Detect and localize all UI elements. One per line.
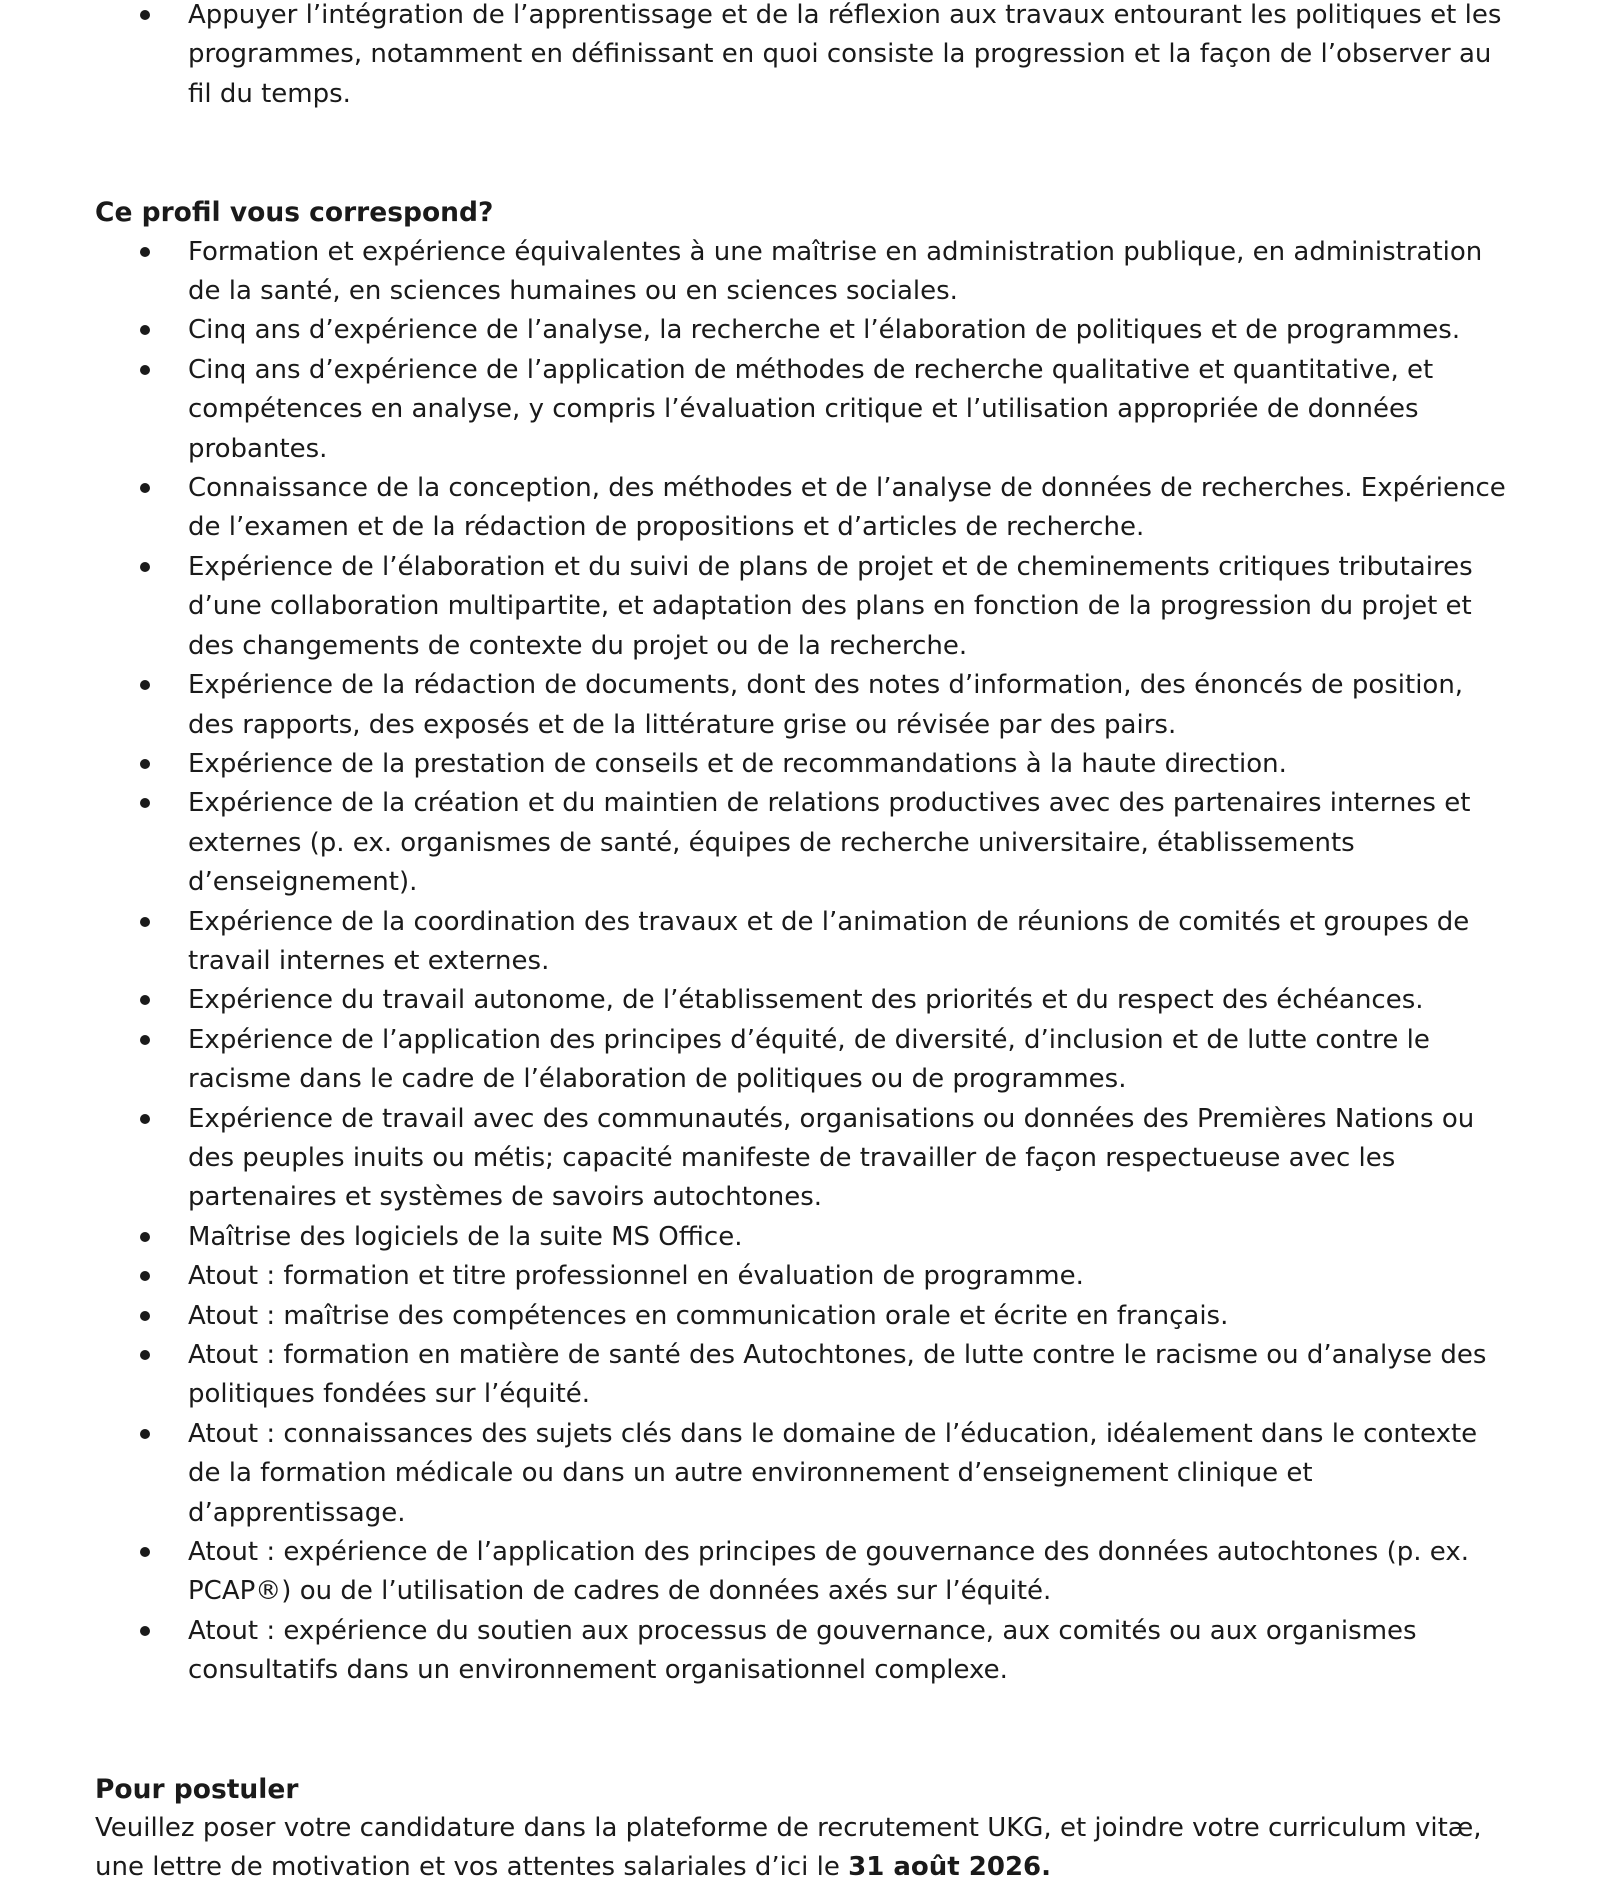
- list-item: [0, 311, 1600, 350]
- list-item-text: Atout : formation en matière de santé des Autochtones, de lutte contre le racisme ou d’analyse des politiques fondées sur l’équité.: [188, 1340, 1487, 1410]
- list-item-text: Atout : connaissances des sujets clés dans le domaine de l’éducation, idéalement dans le contexte de la formation médicale ou dans un autre environnement d’enseignement clinique et d’apprentissage.: [188, 1418, 1478, 1528]
- list-item: [0, 1021, 1600, 1100]
- list-item: [0, 666, 1600, 745]
- list-item-text: Atout : expérience de l’application des principes de gouvernance des données autochtones (p. ex. PCAP®) ou de l’utilisation de cadres de données axés sur l’équité.: [188, 1537, 1469, 1607]
- list-item: [0, 548, 1600, 666]
- list-item: [0, 1257, 1600, 1296]
- bullet-icon: [140, 1429, 150, 1439]
- bullet-icon: [140, 680, 150, 690]
- list-item-text: Maîtrise des logiciels de la suite MS Office.: [188, 1221, 743, 1252]
- list-item: [0, 351, 1600, 469]
- list-item-text: Appuyer l’intégration de l’apprentissage et de la réflexion aux travaux entourant les politiques et les programmes, notamment en définissant en quoi consiste la progression et la façon de l’observer au fil du temps.: [188, 0, 1502, 109]
- list-item: [0, 0, 1600, 114]
- list-item: [0, 1297, 1600, 1336]
- bullet-icon: [140, 917, 150, 927]
- bullet-icon: [140, 325, 150, 335]
- list-item-text: Formation et expérience équivalentes à une maîtrise en administration publique, en administration de la santé, en sciences humaines ou en sciences sociales.: [188, 236, 1483, 307]
- list-item-text: Connaissance de la conception, des méthodes et de l’analyse de données de recherches. Expérience de l’examen et de la rédaction de propositions et d’articles de recherche.: [188, 473, 1506, 543]
- section-heading-apply: Pour postuler: [95, 1773, 299, 1805]
- bullet-icon: [140, 247, 150, 257]
- list-item: [0, 1533, 1600, 1612]
- bullet-icon: [140, 10, 150, 20]
- bullet-icon: [140, 1311, 150, 1321]
- bullet-icon: [140, 562, 150, 572]
- bullet-icon: [140, 1350, 150, 1360]
- list-item: [0, 233, 1600, 312]
- bullet-icon: [140, 1232, 150, 1242]
- bullet-icon: [140, 1114, 150, 1124]
- profile-bullet-list: [0, 233, 1600, 1691]
- list-item: [0, 981, 1600, 1020]
- bullet-icon: [140, 1271, 150, 1281]
- list-item: [0, 469, 1600, 548]
- list-item-text: Expérience de la rédaction de documents, dont des notes d’information, des énoncés de position, des rapports, des exposés et de la littérature grise ou révisée par des pairs.: [188, 670, 1464, 740]
- bullet-icon: [140, 995, 150, 1005]
- apply-end: .: [1041, 1852, 1052, 1883]
- bullet-icon: [140, 759, 150, 769]
- section-heading-profile: Ce profil vous correspond?: [95, 197, 494, 229]
- list-item-text: Expérience de travail avec des communautés, organisations ou données des Premières Nations ou des peuples inuits ou métis; capacité manifeste de travailler de façon respectueuse avec les partenaires et systèmes de savoirs autochtones.: [188, 1103, 1475, 1213]
- apply-deadline: 31 août 2026: [848, 1852, 1042, 1883]
- list-item-text: Cinq ans d’expérience de l’application de méthodes de recherche qualitative et quantitative, et compétences en analyse, y compris l’évaluation critique et l’utilisation appropriée de données probantes.: [188, 354, 1434, 464]
- list-item-text: Atout : formation et titre professionnel en évaluation de programme.: [188, 1261, 1084, 1292]
- list-item-text: Expérience de l’application des principes d’équité, de diversité, d’inclusion et de lutte contre le racisme dans le cadre de l’élaboration de politiques ou de programmes.: [188, 1024, 1430, 1095]
- list-item-text: Expérience de la prestation de conseils et de recommandations à la haute direction.: [188, 748, 1287, 779]
- apply-paragraph: [0, 1809, 1600, 1888]
- list-item-text: Cinq ans d’expérience de l’analyse, la recherche et l’élaboration de politiques et de programmes.: [188, 315, 1461, 346]
- list-item: [0, 1415, 1600, 1533]
- list-item-text: Atout : expérience du soutien aux processus de gouvernance, aux comités ou aux organismes consultatifs dans un environnement organisationnel complexe.: [188, 1615, 1417, 1686]
- list-item: [0, 903, 1600, 982]
- apply-text: Veuillez poser votre candidature dans la plateforme de recrutement UKG, et joindre votre curriculum vitæ, une lettre de motivation et vos attentes salariales d’ici le: [95, 1813, 1482, 1883]
- bullet-icon: [140, 1035, 150, 1045]
- bullet-icon: [140, 798, 150, 808]
- bullet-icon: [140, 365, 150, 375]
- list-item: [0, 784, 1600, 902]
- list-item-text: Expérience de la création et du maintien de relations productives avec des partenaires internes et externes (p. ex. organismes de santé, équipes de recherche universitaire, établissements d’enseignement).: [188, 788, 1471, 898]
- list-item-text: Expérience du travail autonome, de l’établissement des priorités et du respect des échéances.: [188, 985, 1424, 1016]
- intro-bullet-list: [0, 0, 1600, 114]
- list-item: [0, 1336, 1600, 1415]
- bullet-icon: [140, 1626, 150, 1636]
- list-item-text: Expérience de la coordination des travaux et de l’animation de réunions de comités et groupes de travail internes et externes.: [188, 906, 1470, 976]
- list-item: [0, 1612, 1600, 1691]
- list-item-text: Expérience de l’élaboration et du suivi de plans de projet et de cheminements critiques tributaires d’une collaboration multipartite, et adaptation des plans en fonction de la progression du projet et des changements de contexte du projet ou de la recherche.: [188, 551, 1473, 661]
- bullet-icon: [140, 1547, 150, 1557]
- bullet-icon: [140, 483, 150, 493]
- list-item: [0, 1100, 1600, 1218]
- list-item: [0, 745, 1600, 784]
- list-item: [0, 1218, 1600, 1257]
- list-item-text: Atout : maîtrise des compétences en communication orale et écrite en français.: [188, 1300, 1229, 1331]
